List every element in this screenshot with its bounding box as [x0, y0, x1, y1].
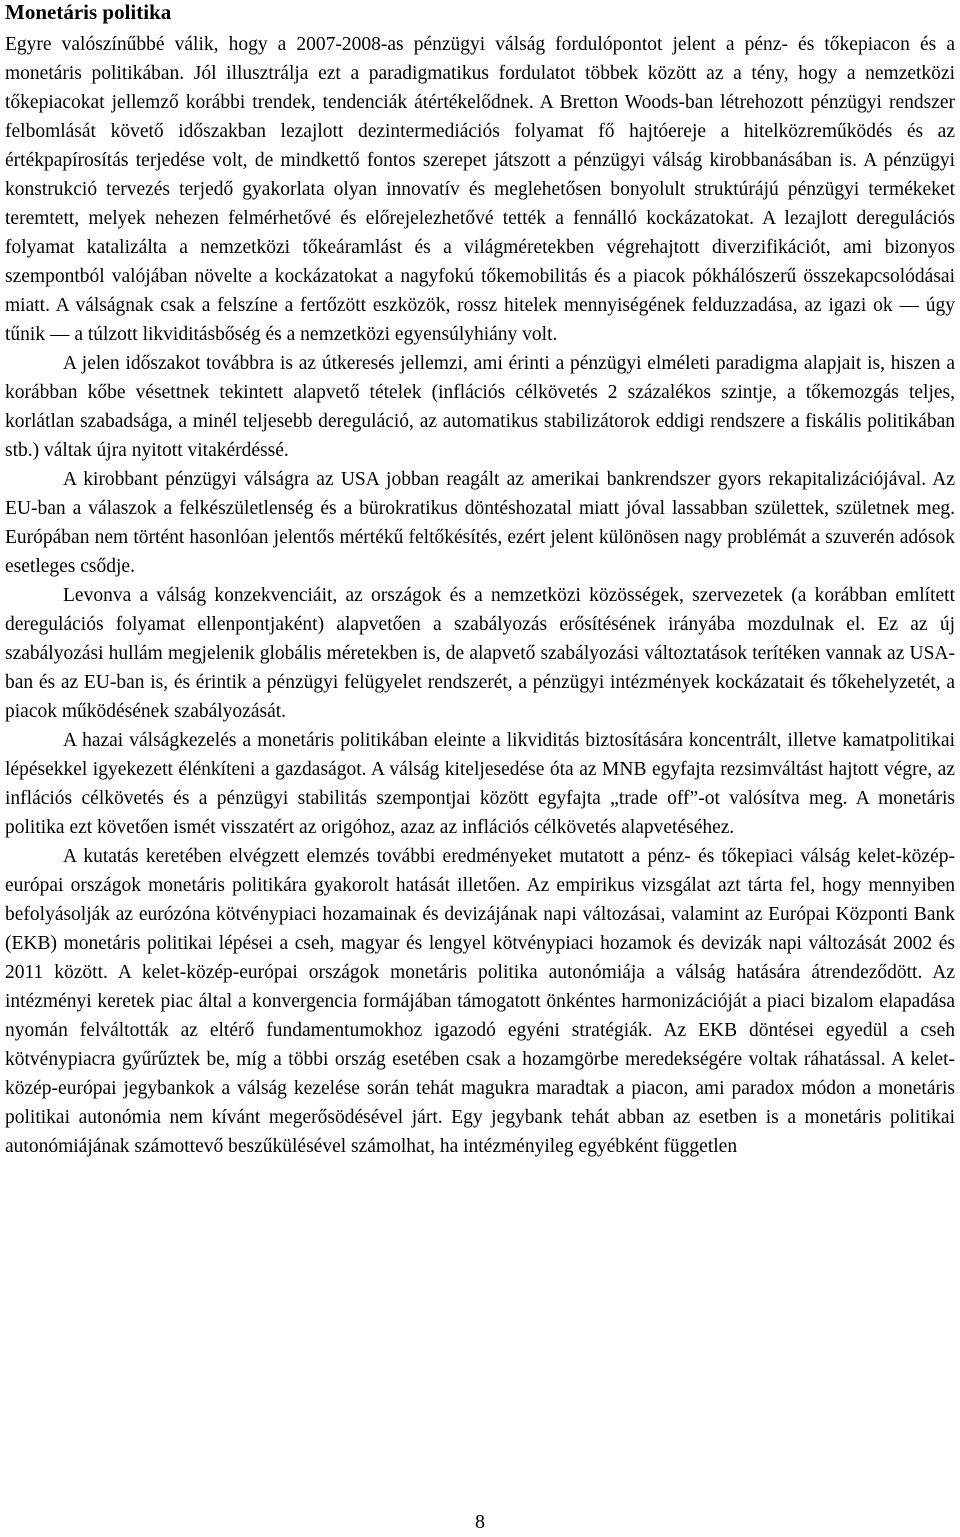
document-page: [5, 0, 955, 1161]
paragraph-6: A kutatás keretében elvégzett elemzés további eredményeket mutatott a pénz- és tőkepiaci válság kelet-közép-európai országok monetáris politikára gyakorolt hatását illetően. Az empirikus vizsgálat azt tárta fel, hogy mennyiben befolyásolják az eurózóna kötvénypiaci hozamainak és devizájának napi változásai, valamint az Európai Központi Bank (EKB) monetáris politikai lépései a cseh, magyar és lengyel kötvénypiaci hozamok és devizák napi változását 2002 és 2011 között. A kelet-közép-európai országok monetáris politika autonómiája a válság hatására átrendeződött. Az intézményi keretek piac által a konvergencia formájában támogatott önkéntes harmonizációját a piaci bizalom elapadása nyomán felváltották az eltérő fundamentumokhoz igazodó egyéni stratégiák. Az EKB döntései egyedül a cseh kötvénypiacra gyűrűztek be, míg a többi ország esetében csak a hozamgörbe meredekségére voltak ráhatással. A kelet-közép-európai jegybankok a válság kezelése során tehát magukra maradtak a piacon, ami paradox módon a monetáris politikai autonómia nem kívánt megerősödésével járt. Egy jegybank tehát abban az esetben is a monetáris politikai autonómiájának számottevő beszűkülésével számolhat, ha intézményileg egyébként független: [5, 846, 955, 1157]
paragraph-5: A hazai válságkezelés a monetáris politikában eleinte a likviditás biztosítására koncentrált, illetve kamatpolitikai lépésekkel igyekezett élénkíteni a gazdaságot. A válság kiteljesedése óta az MNB egyfajta rezsimváltást hajtott végre, az inflációs célkövetés és a pénzügyi stabilitás szempontjai között egyfajta „trade off”-ot valósítva meg. A monetáris politika ezt követően ismét visszatért az origóhoz, azaz az inflációs célkövetés alapvetéséhez.: [5, 730, 955, 838]
paragraph-4: Levonva a válság konzekvenciáit, az országok és a nemzetközi közösségek, szervezetek (a korábban említett deregulációs folyamat ellenpontjaként) alapvetően a szabályozás erősítésének irányába mozdulnak el. Ez az új szabályozási hullám megjelenik globális méretekben is, de alapvető szabályozási változtatások terítéken vannak az USA-ban és az EU-ban is, és érintik a pénzügyi felügyelet rendszerét, a pénzügyi intézmények kockázatait és tőkehelyzetét, a piacok működésének szabályozását.: [5, 585, 955, 722]
paragraph-1: Egyre valószínűbbé válik, hogy a 2007-2008-as pénzügyi válság fordulópontot jelent a pénz- és tőkepiacon és a monetáris politikában. Jól illusztrálja ezt a paradigmatikus fordulatot többek között az a tény, hogy a nemzetközi tőkepiacokat jellemző korábbi trendek, tendenciák átértékelődnek. A Bretton Woods-ban létrehozott pénzügyi rendszer felbomlását követő időszakban lezajlott dezintermediációs folyamat fő hajtóereje a hitelközreműködés és az értékpapírosítás terjedése volt, de mindkettő fontos szerepet játszott a pénzügyi válság kirobbanásában is. A pénzügyi konstrukció tervezés terjedő gyakorlata olyan innovatív és meglehetősen bonyolult struktúrájú pénzügyi termékeket teremtett, melyek nehezen felmérhetővé és előrejelezhetővé tették a fennálló kockázatokat. A lezajlott deregulációs folyamat katalizálta a nemzetközi tőkeáramlást és a világméretekben végrehajtott diverzifikációt, ami bizonyos szempontból valójában növelte a kockázatokat a nagyfokú tőkemobilitás és a piacok pókhálószerű összekapcsolódásai miatt. A válságnak csak a felszíne a fertőzött eszközök, rossz hitelek mennyiségének felduzzadása, az igazi ok — úgy tűnik — a túlzott likviditásbőség és a nemzetközi egyensúlyhiány volt.: [5, 34, 955, 345]
section-heading: Monetáris politika: [5, 0, 172, 24]
paragraph-3: A kirobbant pénzügyi válságra az USA jobban reagált az amerikai bankrendszer gyors rekapitalizációjával. Az EU-ban a válaszok a felkészületlenség és a bürokratikus döntéshozatal miatt jóval lassabban születtek, születnek meg. Európában nem történt hasonlóan jelentős mértékű feltőkésítés, ezért jelent különösen nagy problémát a szuverén adósok esetleges csődje.: [5, 469, 955, 577]
paragraph-2: A jelen időszakot továbbra is az útkeresés jellemzi, ami érinti a pénzügyi elméleti paradigma alapjait is, hiszen a korábban kőbe vésettnek tekintett alapvető tételek (inflációs célkövetés 2 százalékos szintje, a tőkemozgás teljes, korlátlan szabadsága, a minél teljesebb dereguláció, az automatikus stabilizátorok eddigi rendszere a fiskális politikában stb.) váltak újra nyitott vitakérdéssé.: [5, 353, 955, 461]
page-number: 8: [475, 1511, 485, 1533]
